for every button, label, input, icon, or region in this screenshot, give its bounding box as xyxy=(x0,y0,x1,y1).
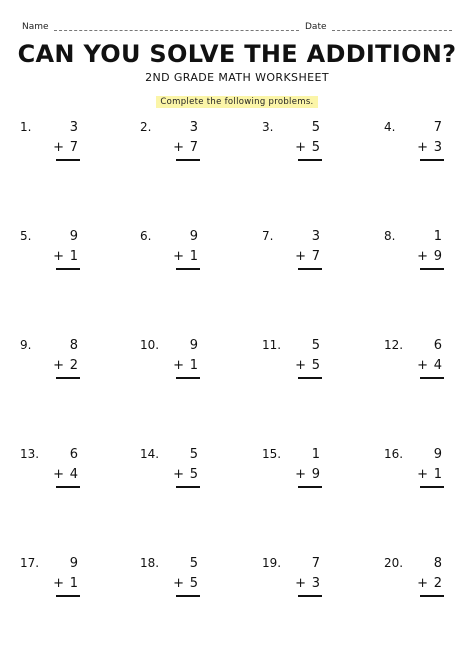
second-addend: 1 xyxy=(189,249,198,264)
plus-sign: + xyxy=(53,140,64,155)
first-addend: 1 xyxy=(433,229,442,244)
answer-line[interactable] xyxy=(298,268,322,270)
second-addend: 7 xyxy=(69,140,78,155)
answer-line[interactable] xyxy=(298,377,322,379)
plus-sign: + xyxy=(173,358,184,373)
name-label: Name xyxy=(22,22,49,32)
date-field[interactable] xyxy=(305,22,452,32)
problem-number: 9. xyxy=(20,338,32,352)
answer-line[interactable] xyxy=(420,486,444,488)
plus-sign: + xyxy=(295,358,306,373)
addition-problem xyxy=(140,443,230,503)
plus-sign: + xyxy=(53,358,64,373)
second-addend: 5 xyxy=(311,140,320,155)
first-addend: 3 xyxy=(69,120,78,135)
first-addend: 7 xyxy=(311,556,320,571)
addition-problem xyxy=(140,334,230,394)
problem-number: 14. xyxy=(140,447,160,461)
plus-sign: + xyxy=(417,467,428,482)
answer-line[interactable] xyxy=(56,377,80,379)
problem-number: 19. xyxy=(262,556,282,570)
answer-line[interactable] xyxy=(420,595,444,597)
second-addend: 1 xyxy=(69,249,78,264)
answer-line[interactable] xyxy=(176,595,200,597)
plus-sign: + xyxy=(173,140,184,155)
addition-problem xyxy=(20,225,110,285)
first-addend: 7 xyxy=(433,120,442,135)
plus-sign: + xyxy=(53,576,64,591)
problem-number: 11. xyxy=(262,338,282,352)
addition-problem xyxy=(140,225,230,285)
second-addend: 1 xyxy=(189,358,198,373)
second-addend: 2 xyxy=(433,576,442,591)
second-addend: 5 xyxy=(311,358,320,373)
problem-number: 20. xyxy=(384,556,404,570)
first-addend: 5 xyxy=(189,556,198,571)
problem-number: 12. xyxy=(384,338,404,352)
addition-problem xyxy=(20,443,110,503)
addition-problem xyxy=(384,334,474,394)
answer-line[interactable] xyxy=(298,159,322,161)
worksheet-subtitle: 2ND GRADE MATH WORKSHEET xyxy=(145,71,329,84)
addition-problem xyxy=(20,116,110,176)
plus-sign: + xyxy=(173,249,184,264)
second-addend: 7 xyxy=(311,249,320,264)
addition-problem xyxy=(140,116,230,176)
problem-number: 17. xyxy=(20,556,40,570)
problem-number: 3. xyxy=(262,120,274,134)
first-addend: 8 xyxy=(69,338,78,353)
plus-sign: + xyxy=(417,140,428,155)
problem-number: 5. xyxy=(20,229,32,243)
addition-problem xyxy=(140,552,230,612)
plus-sign: + xyxy=(53,249,64,264)
first-addend: 9 xyxy=(69,229,78,244)
worksheet-title: CAN YOU SOLVE THE ADDITION? xyxy=(17,40,457,68)
problem-grid xyxy=(0,116,474,666)
name-field[interactable] xyxy=(22,22,299,32)
second-addend: 4 xyxy=(433,358,442,373)
second-addend: 5 xyxy=(189,576,198,591)
addition-problem xyxy=(384,225,474,285)
plus-sign: + xyxy=(173,467,184,482)
first-addend: 9 xyxy=(433,447,442,462)
problem-number: 2. xyxy=(140,120,152,134)
addition-problem xyxy=(262,552,352,612)
second-addend: 3 xyxy=(433,140,442,155)
answer-line[interactable] xyxy=(298,595,322,597)
plus-sign: + xyxy=(173,576,184,591)
second-addend: 9 xyxy=(433,249,442,264)
first-addend: 9 xyxy=(189,338,198,353)
first-addend: 9 xyxy=(189,229,198,244)
first-addend: 5 xyxy=(311,120,320,135)
problem-number: 6. xyxy=(140,229,152,243)
addition-problem xyxy=(262,443,352,503)
second-addend: 1 xyxy=(433,467,442,482)
answer-line[interactable] xyxy=(176,159,200,161)
answer-line[interactable] xyxy=(56,595,80,597)
answer-line[interactable] xyxy=(56,486,80,488)
problem-number: 13. xyxy=(20,447,40,461)
addition-problem xyxy=(20,334,110,394)
answer-line[interactable] xyxy=(420,377,444,379)
first-addend: 5 xyxy=(189,447,198,462)
second-addend: 9 xyxy=(311,467,320,482)
problem-number: 16. xyxy=(384,447,404,461)
answer-line[interactable] xyxy=(420,268,444,270)
addition-problem xyxy=(262,334,352,394)
answer-line[interactable] xyxy=(298,486,322,488)
second-addend: 3 xyxy=(311,576,320,591)
problem-number: 7. xyxy=(262,229,274,243)
addition-problem xyxy=(262,225,352,285)
answer-line[interactable] xyxy=(176,377,200,379)
date-blank-line[interactable] xyxy=(332,30,452,31)
problem-number: 15. xyxy=(262,447,282,461)
name-blank-line[interactable] xyxy=(54,30,299,31)
first-addend: 1 xyxy=(311,447,320,462)
first-addend: 9 xyxy=(69,556,78,571)
second-addend: 2 xyxy=(69,358,78,373)
plus-sign: + xyxy=(417,358,428,373)
first-addend: 5 xyxy=(311,338,320,353)
addition-problem xyxy=(262,116,352,176)
problem-number: 1. xyxy=(20,120,32,134)
answer-line[interactable] xyxy=(420,159,444,161)
first-addend: 6 xyxy=(433,338,442,353)
addition-problem xyxy=(384,552,474,612)
answer-line[interactable] xyxy=(176,486,200,488)
second-addend: 5 xyxy=(189,467,198,482)
instruction-text: Complete the following problems. xyxy=(156,96,317,108)
first-addend: 3 xyxy=(311,229,320,244)
addition-problem xyxy=(384,443,474,503)
answer-line[interactable] xyxy=(56,268,80,270)
second-addend: 4 xyxy=(69,467,78,482)
second-addend: 1 xyxy=(69,576,78,591)
addition-problem xyxy=(384,116,474,176)
first-addend: 3 xyxy=(189,120,198,135)
answer-line[interactable] xyxy=(56,159,80,161)
instruction-wrap xyxy=(0,89,474,108)
first-addend: 6 xyxy=(69,447,78,462)
problem-number: 8. xyxy=(384,229,396,243)
problem-number: 4. xyxy=(384,120,396,134)
first-addend: 8 xyxy=(433,556,442,571)
plus-sign: + xyxy=(417,576,428,591)
plus-sign: + xyxy=(295,140,306,155)
plus-sign: + xyxy=(417,249,428,264)
addition-problem xyxy=(20,552,110,612)
plus-sign: + xyxy=(295,249,306,264)
plus-sign: + xyxy=(295,467,306,482)
plus-sign: + xyxy=(295,576,306,591)
second-addend: 7 xyxy=(189,140,198,155)
problem-number: 10. xyxy=(140,338,160,352)
answer-line[interactable] xyxy=(176,268,200,270)
date-label: Date xyxy=(305,22,327,32)
problem-number: 18. xyxy=(140,556,160,570)
plus-sign: + xyxy=(53,467,64,482)
